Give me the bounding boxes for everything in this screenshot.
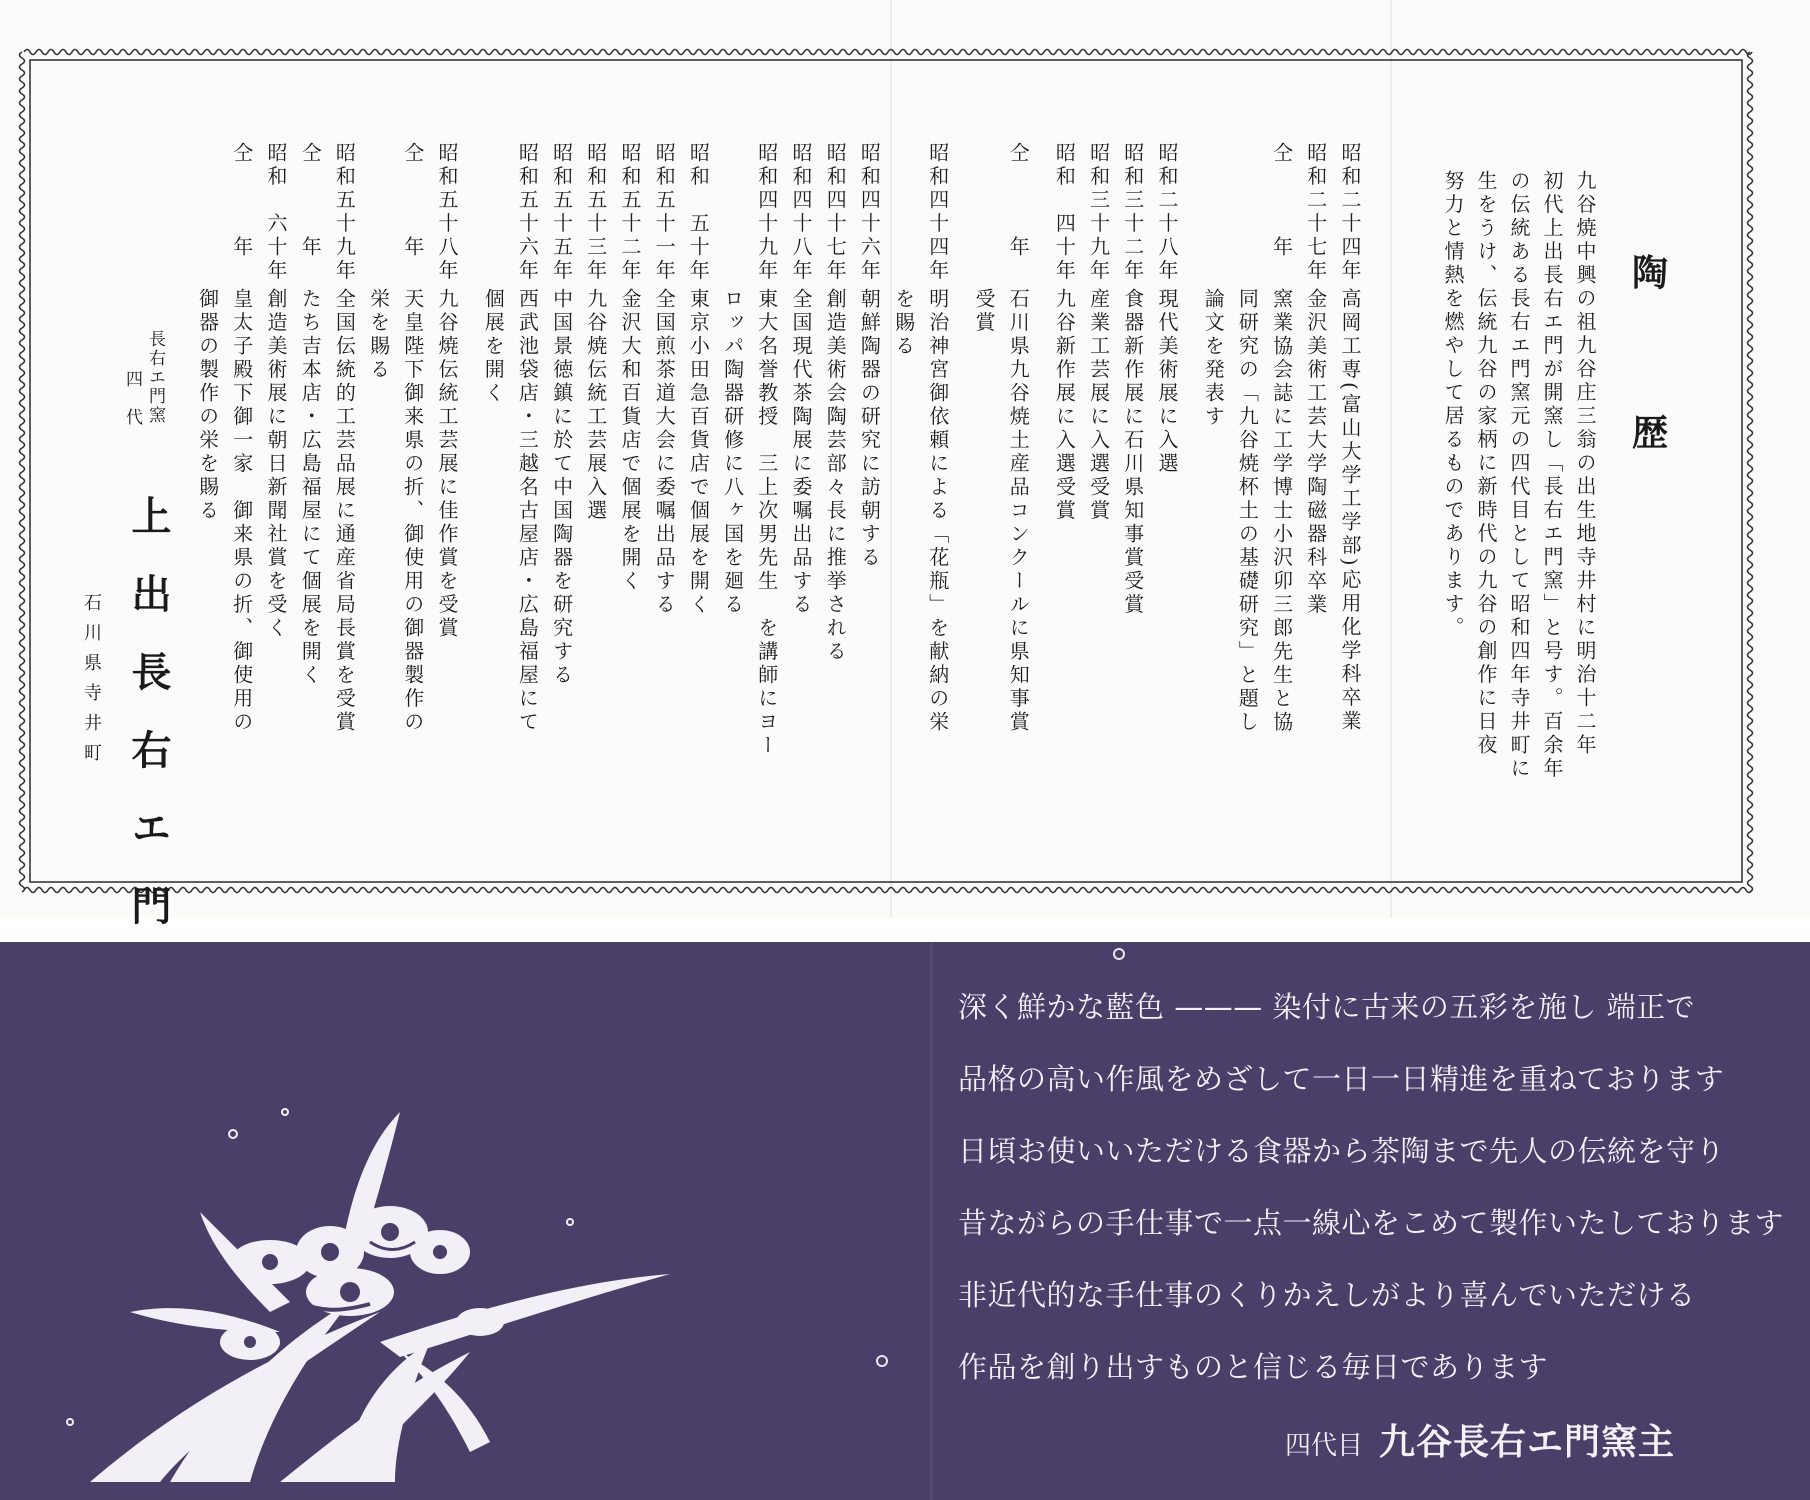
entry-text: 西武池袋店・三越名古屋店・広島福屋にて [515,288,540,735]
entry-text: ロッパ陶器研修に八ヶ国を廻る [720,288,745,617]
tagline-line: 昔ながらの手仕事で一点一線心をこめて製作いたしております [958,1206,1785,1240]
generation-label: 四 代 [122,370,142,427]
entry-text: 東京小田急百貨店で個展を開く [686,288,711,617]
title-char: 歴 [1631,412,1668,454]
entry-year: 仝 年 [1269,142,1294,260]
entry-year: 昭和四十七年 [823,142,848,283]
entry-year: 昭和五十九年 [332,142,357,283]
entry-text: たち吉本店・広島福屋にて個展を開く [298,288,323,688]
entry-text: 九谷焼伝統工芸展入選 [583,288,608,523]
entry-year: 昭和三十九年 [1086,142,1111,283]
entry-text: 窯業協会誌に工学博士小沢卯三郎先生と協 [1269,288,1294,735]
entry-text: 全国煎茶道大会に委嘱出品する [652,288,677,617]
entry-text: 全国伝統的工芸品展に通産省局長賞を受賞 [332,288,357,735]
entry-text: 論文を発表す [1201,288,1226,429]
tagline-line: 日頃お使いいただける食器から茶陶まで先人の伝統を守り [958,1134,1726,1168]
entry-text: 天皇陛下御来県の折、御使用の御器製作の [400,288,425,735]
tagline-line: 非近代的な手仕事のくりかえしがより喜んでいただける [958,1278,1696,1312]
entry-text: 産業工芸展に入選受賞 [1086,288,1111,523]
entry-text: 栄を賜る [366,288,391,382]
entry-text: 同研究の「九谷焼杯土の基礎研究」と題し [1235,288,1260,735]
entry-year: 昭和 四十年 [1052,142,1077,283]
intro-line: 初代上出長右エ門が開窯し「長右エ門窯」と号す。百余年 [1540,170,1564,781]
entry-year: 昭和二十七年 [1303,142,1328,283]
entry-text: 皇太子殿下御一家 御来県の折、御使用の [229,288,254,735]
punch-hole [876,1355,888,1367]
entry-year: 昭和五十六年 [515,142,540,283]
fold-line [930,942,933,1500]
entry-text: 九谷焼伝統工芸展に佳作賞を受賞 [435,288,459,641]
signature-master: 九谷長右エ門窯主 [1379,1422,1676,1463]
entry-year: 昭和四十四年 [925,142,950,283]
wavy-border-line [24,50,1752,55]
entry-year: 仝 年 [298,142,323,260]
entry-year: 昭和五十二年 [618,142,642,283]
entry-text: 受賞 [972,288,996,335]
intro-line: の伝統ある長右エ門窯元の四代目として昭和四年寺井町に [1507,170,1531,781]
entry-text: 個展を開く [481,288,506,406]
artist-name: 上 出 長 右 エ 門 [125,495,172,937]
signature-generation: 四代目 [1285,1431,1364,1461]
entry-year: 昭和五十一年 [652,142,677,283]
tagline-line: 品格の高い作風をめざして一日一日精進を重ねております [958,1062,1725,1096]
entry-text: 金沢美術工芸大学陶磁器科卒業 [1303,288,1328,617]
entry-text: 食器新作展に石川県知事賞受賞 [1120,288,1145,617]
entry-year: 昭和四十八年 [789,142,813,283]
entry-text: 現代美術展に入選 [1155,288,1179,476]
address: 石川県寺井町 [81,593,102,773]
entry-text: 朝鮮陶器の研究に訪朝する [857,288,882,570]
entry-text: 明治神宮御依頼による「花瓶」を献納の栄 [925,288,950,735]
card-signature [1285,1422,1676,1463]
title-char: 陶 [1631,252,1668,294]
entry-year: 昭和三十二年 [1120,142,1145,283]
tagline-line: 作品を創り出すものと信じる毎日であります [958,1350,1549,1384]
entry-text: 全国現代茶陶展に委嘱出品する [789,288,813,617]
entry-text: 中国景徳鎮に於て中国陶器を研究する [549,288,574,688]
wavy-border-line [24,888,1752,893]
entry-year: 仝 年 [1006,142,1031,260]
entry-year: 仝 年 [400,142,425,260]
entry-text: 金沢大和百貨店で個展を開く [618,288,642,594]
entry-text: 東大名誉教授 三上次男先生 を講師にヨー [754,288,779,758]
kiln-name: 長右エ門窯 [145,330,165,425]
entry-year: 昭和五十五年 [549,142,574,283]
entry-text: 高岡工専(富山大学工学部)応用化学科卒業 [1338,288,1362,734]
entry-text: 石川県九谷焼土産品コンクールに県知事賞 [1006,288,1031,735]
entry-year: 昭和 六十年 [264,142,288,283]
entry-year: 昭和四十六年 [857,142,882,283]
iris-flower-illustration [50,1012,690,1482]
entry-year: 仝 年 [229,142,254,260]
entry-year: 昭和二十四年 [1338,142,1362,283]
entry-year: 昭和五十三年 [583,142,608,283]
entry-text: 九谷新作展に入選受賞 [1052,288,1077,523]
tagline-line: 深く鮮かな藍色 ——— 染付に古来の五彩を施し 端正で [958,990,1696,1024]
punch-hole [1113,948,1125,960]
entry-text: を賜る [891,288,916,359]
intro-line: 生をうけ、伝統九谷の家柄に新時代の九谷の創作に日夜 [1474,170,1498,758]
intro-line: 努力と情熱を燃やして居るものであります。 [1441,170,1465,640]
wavy-border-line [1748,52,1753,892]
entry-text: 御器の製作の栄を賜る [195,288,220,523]
intro-line: 九谷焼中興の祖九谷庄三翁の出生地寺井村に明治十二年 [1573,170,1597,758]
entry-year: 昭和二十八年 [1155,142,1179,283]
entry-year: 昭和四十九年 [754,142,779,283]
entry-text: 創造美術会陶芸部々長に推挙される [823,288,848,664]
entry-text: 創造美術展に朝日新聞社賞を受く [264,288,288,641]
wavy-border-line [20,52,25,892]
entry-year: 昭和五十八年 [435,142,459,283]
entry-year: 昭和 五十年 [686,142,711,283]
